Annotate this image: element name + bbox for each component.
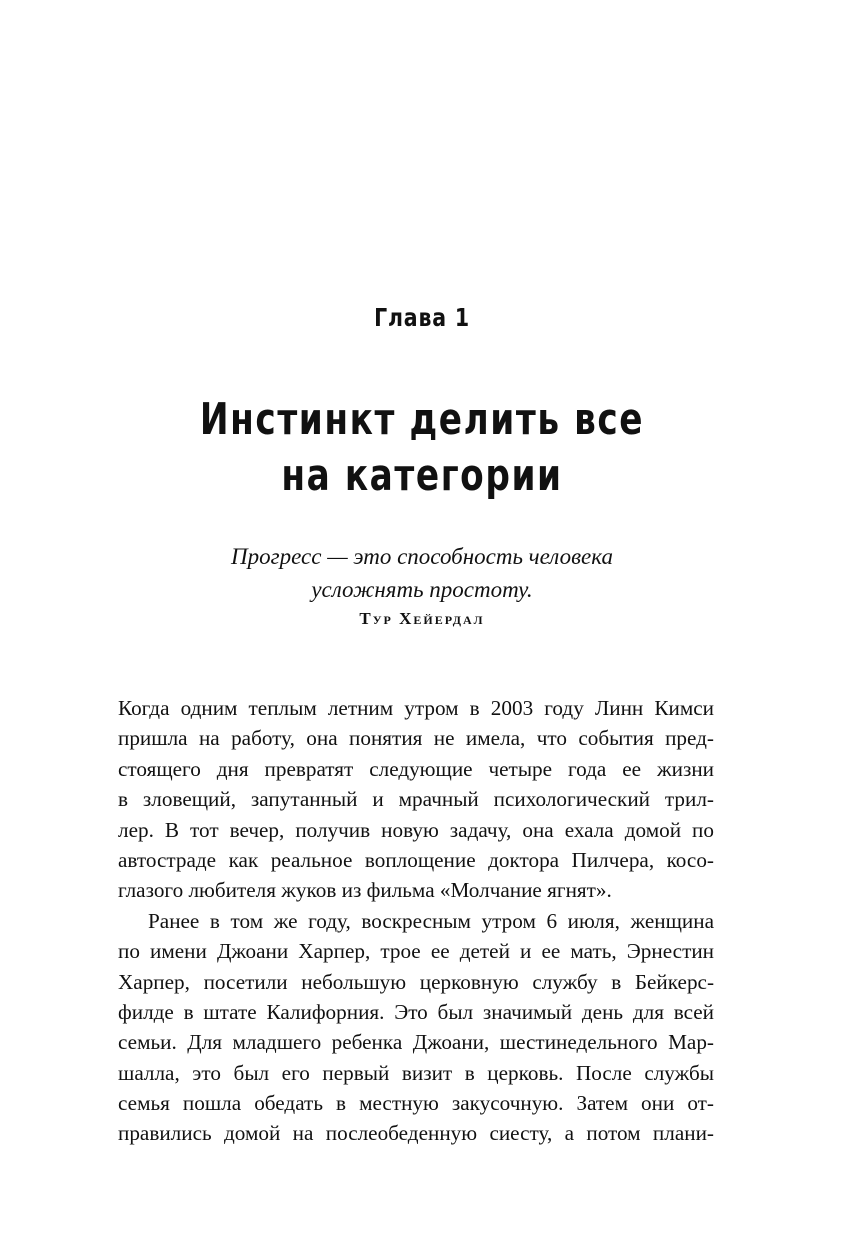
text-line: стоящего дня превратят следующие четыре года ее жизни <box>118 756 714 781</box>
text-line: в зловещий, запутанный и мрачный психологический трил- <box>118 787 714 812</box>
epigraph-line: Прогресс — это способность человека <box>231 544 613 569</box>
chapter-title <box>93 392 751 504</box>
chapter-title-line: Инстинкт делить все <box>199 394 645 445</box>
text-line: правились домой на послеобеденную сиесту, а потом плани- <box>118 1121 714 1146</box>
text-line: лер. В тот вечер, получив новую задачу, она ехала домой по <box>118 817 714 842</box>
text-line: глазого любителя жуков из фильма «Молчание ягнят». <box>118 878 612 903</box>
chapter-label: Глава 1 <box>374 303 470 332</box>
text-line: Ранее в том же году, воскресным утром 6 июля, женщина <box>148 908 714 933</box>
paragraph-1 <box>118 693 714 906</box>
body-text <box>118 693 714 1149</box>
epigraph-quote <box>0 540 844 606</box>
chapter-title-line: на категории <box>281 450 563 501</box>
text-line: шалла, это был его первый визит в церковь. После службы <box>118 1060 714 1085</box>
text-line: по имени Джоани Харпер, трое ее детей и ее мать, Эрнестин <box>118 939 714 964</box>
text-line: пришла на работу, она понятия не имела, что события пред- <box>118 726 714 751</box>
text-line: Когда одним теплым летним утром в 2003 году Линн Кимси <box>118 696 714 720</box>
paragraph-2 <box>118 906 714 1149</box>
text-line: филде в штате Калифорния. Это был значимый день для всей <box>118 999 714 1024</box>
text-line: Харпер, посетили небольшую церковную службу в Бейкерс- <box>118 969 714 994</box>
epigraph-author: Тур Хейердал <box>359 609 485 628</box>
text-line: автостраде как реальное воплощение доктора Пилчера, косо- <box>118 847 714 872</box>
epigraph-line: усложнять простоту. <box>311 577 533 602</box>
text-line: семьи. Для младшего ребенка Джоани, шестинедельного Мар- <box>118 1030 714 1055</box>
text-line: семья пошла обедать в местную закусочную. Затем они от- <box>118 1091 714 1116</box>
